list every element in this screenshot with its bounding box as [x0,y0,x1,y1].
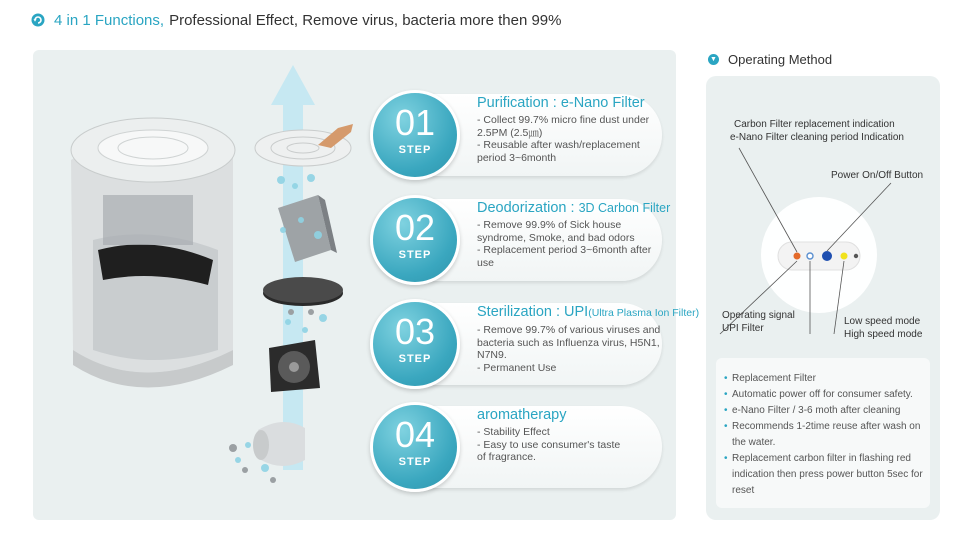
page-header [31,10,561,30]
step-description: - Remove 99.9% of Sick house syndrome, Smoke, and bad odors - Replacement period 3~6month after use [477,219,652,269]
step-title: aromatherapy [477,407,567,423]
step-label: STEP [398,456,432,468]
header-accent: 4 in 1 Functions, [54,11,165,29]
step-title-sub: 3D Carbon Filter [578,201,671,215]
operating-notes-list [724,371,930,499]
step-label: STEP [398,144,432,156]
step-title-main: Sterilization : UPI [477,304,589,320]
step-description: - Collect 99.7% micro fine dust under 2.5PM (2.5㎛) - Reusable after wash/replacement period 3~6month [477,114,650,164]
step-title [477,303,700,322]
carbon-filter-indication-label: Carbon Filter replacement indication [734,119,895,130]
step-badge [370,90,460,180]
step-content [477,199,671,269]
step-description: - Stability Effect - Easy to use consumer's taste of fragrance. [477,426,621,463]
step-number: 03 [394,311,436,352]
operating-method-header [708,52,832,67]
operating-signal-label: Operating signal [722,310,795,321]
power-button-label: Power On/Off Button [831,170,924,181]
step-4 [370,402,662,488]
step-content [477,303,700,374]
step-label: STEP [398,249,432,261]
step-3 [370,299,700,385]
step-number: 01 [394,102,436,143]
air-purifier-exploded-illustration [33,50,393,520]
operating-method-title: Operating Method [728,52,833,67]
refresh-circle-icon [31,13,45,27]
step-badge [370,195,460,285]
step-number: 04 [394,414,436,455]
high-speed-label: High speed mode [844,329,923,340]
note-item: • Replacement Filter [724,371,930,387]
functions-panel [33,50,700,520]
note-item: • Replacement carbon filter in flashing red indication then press power button 5sec for reset [724,451,930,499]
upi-filter-label: UPI Filter [722,323,764,334]
step-description: - Remove 99.7% of various viruses and bacteria such as Influenza virus, H5N1, N7N9. - Permanent Use [477,324,661,374]
step-content [477,94,662,164]
step-label: STEP [398,353,432,365]
step-title-main: Deodorization : [477,200,579,216]
step-title [477,199,671,217]
step-content [477,406,662,464]
step-title: Purification : e-Nano Filter [477,95,645,111]
step-1 [370,90,662,176]
note-item: • Automatic power off for consumer safety. [724,387,930,403]
step-title-sub: (Ultra Plasma Ion Filter) [588,307,700,319]
low-speed-label: Low speed mode [844,316,921,327]
header-title: Professional Effect, Remove virus, bacteria more then 99% [169,11,562,29]
step-number: 02 [394,207,436,248]
note-item: • e-Nano Filter / 3-6 moth after cleaning [724,403,930,419]
enano-filter-indication-label: e-Nano Filter cleaning period Indication [730,132,904,143]
step-2 [370,195,671,281]
note-item: • Recommends 1-2time reuse after wash on the water. [724,419,930,451]
step-badge [370,402,460,492]
step-badge [370,299,460,389]
chevron-down-icon: ▼ [708,54,719,65]
